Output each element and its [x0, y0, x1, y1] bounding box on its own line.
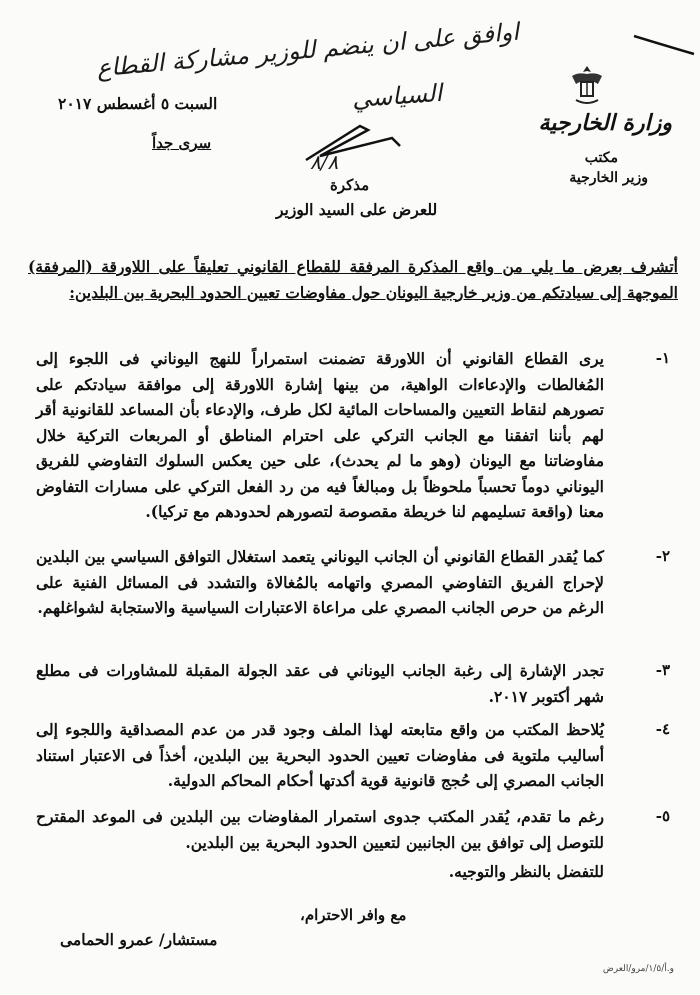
item-paragraph: تجدر الإشارة إلى رغبة الجانب اليوناني فى عقد الجولة المقبلة للمشاورات فى مطلع شهر أكتوبر ٢٠١٧. — [36, 661, 604, 706]
handwritten-note-line2: السياسي — [351, 78, 443, 114]
document-type-heading: مذكرة — [330, 176, 370, 194]
item-number: -٤ — [655, 720, 670, 738]
office-label-line1: مكتب — [584, 150, 618, 166]
footer-reference: و.أ/١/٥/مرو/العرض — [602, 964, 674, 974]
item-paragraph: رغم ما تقدم، يُقدر المكتب جدوى استمرار المفاوضات بين البلدين فى الموعد المقترح للتوصل إلى توافق بين الجانبين لتعيين الحدود البحرية بين البلدين. — [36, 807, 604, 852]
signature-date-mark: ٨/٨ — [310, 150, 339, 174]
item-paragraph: يُلاحظ المكتب من واقع متابعته لهذا الملف وجود قدر من عدم المصداقية واللجوء إلى أساليب ملتوية فى مفاوضات تعيين الحدود البحرية بين البلدين، أخذاً فى الاعتبار استناد الجانب المصري إلى حُجج قانونية قوية أكدتها أحكام المحاكم الدولية. — [36, 720, 604, 790]
ministry-logo-text: وزارة الخارجية — [538, 110, 672, 136]
item-number: -١ — [655, 349, 670, 367]
handwritten-note-line1: اوافق على ان ينضم للوزير مشاركة القطاع — [96, 17, 521, 83]
signatory-name: مستشار/ عمرو الحمامى — [60, 930, 218, 949]
classification-label: سرى جداً — [152, 134, 212, 152]
closing-request: للتفضل بالنظر والتوجيه. — [448, 862, 604, 881]
egypt-eagle-emblem-icon — [568, 62, 606, 106]
addressee-line: للعرض على السيد الوزير — [276, 200, 438, 219]
office-label-line2: وزير الخارجية — [569, 170, 648, 186]
intro-paragraph: أتشرف بعرض ما يلي من واقع المذكرة المرفقة للقطاع القانوني تعليقاً على اللاورقة (المرفقة) الموجهة إلى سيادتكم من وزير خارجية اليونان حول مفاوضات تعيين الحدود البحرية بين البلدين: — [28, 257, 678, 302]
item-number: -٢ — [655, 547, 670, 565]
item-paragraph: كما يُقدر القطاع القانوني أن الجانب اليوناني يتعمد استغلال التوافق السياسي بين البلدين لإحراج الفريق التفاوضي المصري واتهامه بالمُغالاة والتشدد فى المسائل الفنية على الرغم من حرص الجانب المصري على مراعاة الاعتبارات السياسية والاستجابة لشواغلهم. — [36, 547, 604, 617]
pen-stroke-mark — [630, 30, 700, 60]
memo-date: السبت ٥ أغسطس ٢٠١٧ — [58, 94, 218, 113]
item-paragraph: يرى القطاع القانوني أن اللاورقة تضمنت استمراراً للنهج اليوناني فى اللجوء إلى المُغالطات والإدعاءات الواهية، من بينها إشارة اللاورقة إلى موافقة سيادتكم على تصورهم لنقاط التعيين والمساحات المائية لكل طرف، والإدعاء بأن المساعد للقانونية أقر لهم بأننا اتفقنا مع الجانب التركي على احترام المناطق أو المربعات التركية خلال مفاوضاتنا مع اليونان (وهو ما لم يحدث)، على حين يعكس السلوك التفاوضي للفريق اليوناني دوماً تحسباً ملحوظاً بل ومبالغاً فيه من رد الفعل التركي على مسارات التفاوض معنا (واقعة تسليمهم لنا خريطة مقصوصة لتصورهم لحدودهم مع تركيا). — [36, 349, 604, 521]
item-number: -٣ — [655, 661, 670, 679]
closing-regards: مع وافر الاحترام، — [300, 906, 407, 924]
item-number: -٥ — [655, 807, 670, 825]
